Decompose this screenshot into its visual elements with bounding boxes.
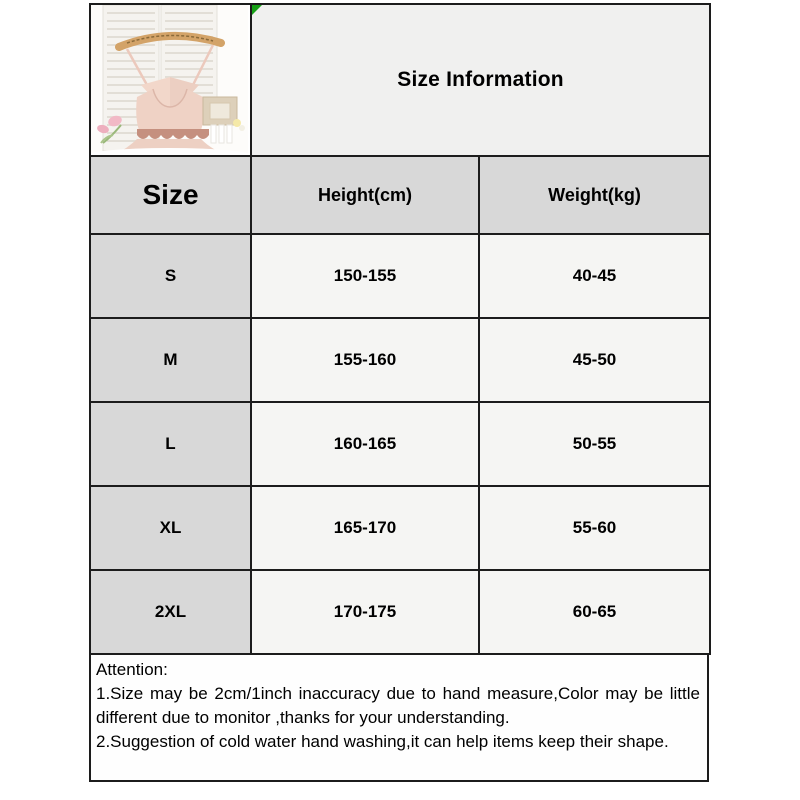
- size-table: [89, 3, 711, 655]
- top-row: [90, 4, 710, 156]
- column-header-height: Height(cm): [251, 156, 479, 234]
- size-chart-sheet: [89, 3, 709, 782]
- table-row: [90, 234, 710, 318]
- column-header-weight: Weight(kg): [479, 156, 710, 234]
- green-corner-marker-icon: [252, 5, 262, 15]
- table-row: [90, 402, 710, 486]
- size-label: 2XL: [90, 570, 251, 654]
- size-label: L: [90, 402, 251, 486]
- height-value: 170-175: [251, 570, 479, 654]
- height-value: 165-170: [251, 486, 479, 570]
- height-value: 155-160: [251, 318, 479, 402]
- weight-value: 40-45: [479, 234, 710, 318]
- title-cell: [251, 4, 710, 156]
- size-label: S: [90, 234, 251, 318]
- weight-value: 45-50: [479, 318, 710, 402]
- page-title: Size Information: [397, 68, 564, 91]
- attention-item-2: 2.Suggestion of cold water hand washing,it can help items keep their shape.: [96, 732, 669, 751]
- height-value: 150-155: [251, 234, 479, 318]
- attention-heading: Attention:: [96, 660, 168, 679]
- column-header-size: Size: [90, 156, 251, 234]
- weight-value: 50-55: [479, 402, 710, 486]
- size-label: XL: [90, 486, 251, 570]
- table-row: [90, 570, 710, 654]
- attention-note-box: [89, 653, 709, 782]
- height-value: 160-165: [251, 402, 479, 486]
- weight-value: 60-65: [479, 570, 710, 654]
- size-label: M: [90, 318, 251, 402]
- product-photo: [91, 5, 248, 155]
- table-row: [90, 486, 710, 570]
- table-row: [90, 318, 710, 402]
- camisole-top: [136, 77, 204, 135]
- product-photo-cell: [90, 4, 251, 156]
- table-header-row: [90, 156, 710, 234]
- attention-item-1: 1.Size may be 2cm/1inch inaccuracy due to hand measure,Color may be little different due to monitor ,thanks for your understanding.: [96, 684, 700, 727]
- weight-value: 55-60: [479, 486, 710, 570]
